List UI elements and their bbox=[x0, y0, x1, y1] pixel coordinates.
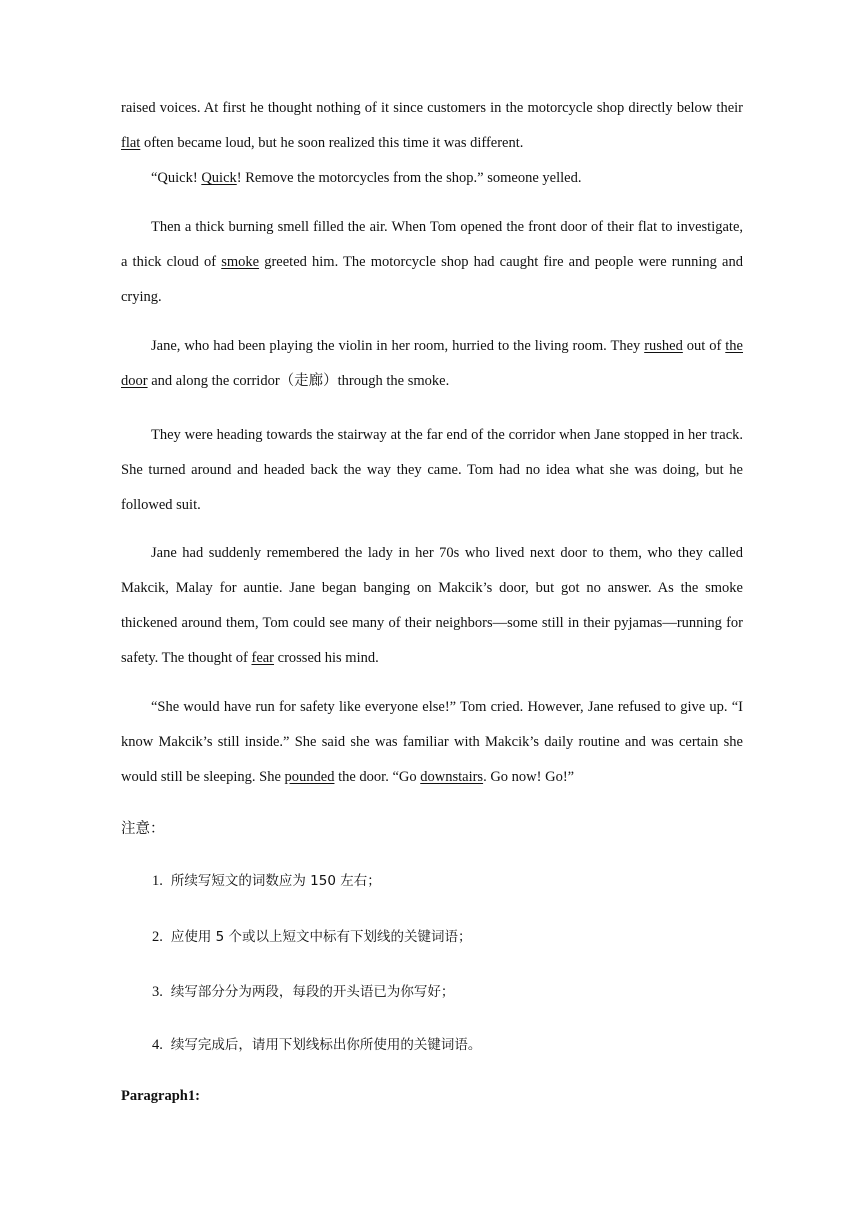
paragraph-3 bbox=[121, 210, 743, 315]
keyword-underlined: smoke bbox=[221, 254, 260, 270]
notes-title: 注意： bbox=[121, 821, 165, 837]
note-number: 2. bbox=[152, 929, 163, 945]
keyword-underlined: pounded bbox=[284, 769, 335, 785]
text-segment: “She would have run for safety like everyone else!” Tom cried. However, Jane refused to give up. “I know Makcik’s still inside.” She said she was familiar with Makcik’s daily routine and was certain she would still be sleeping. She bbox=[121, 699, 743, 785]
text-segment: . Go now! Go!” bbox=[483, 769, 575, 785]
paragraph-2 bbox=[121, 161, 743, 196]
paragraph-4 bbox=[121, 329, 743, 399]
paragraph-5 bbox=[121, 418, 743, 523]
text-segment: raised voices. At first he thought nothing of it since customers in the motorcycle shop directly below their bbox=[121, 100, 743, 116]
text-segment: They were heading towards the stairway at the far end of the corridor when Jane stopped in her track. She turned around and headed back the way they came. Tom had no idea what she was doing, but he followed suit. bbox=[121, 427, 743, 513]
note-number: 1. bbox=[152, 873, 163, 889]
note-text: 续写部分分为两段，每段的开头语已为你写好； bbox=[170, 984, 455, 1000]
keyword-underlined: downstairs bbox=[420, 769, 484, 785]
note-text: 应使用 5 个或以上短文中标有下划线的关键词语； bbox=[170, 929, 472, 945]
note-item-3 bbox=[152, 981, 454, 1003]
text-segment: Then a thick burning smell filled the air. When Tom opened the front door of their flat to investigate, a thick cloud of bbox=[121, 219, 743, 270]
note-item-1 bbox=[152, 870, 381, 892]
note-number: 3. bbox=[152, 984, 163, 1000]
keyword-underlined: flat bbox=[121, 135, 141, 151]
text-segment: often became loud, but he soon realized this time it was different. bbox=[140, 135, 524, 151]
text-segment: and along the corridor（走廊）through the smoke. bbox=[147, 373, 450, 389]
note-text: 所续写短文的词数应为 150 左右； bbox=[170, 873, 381, 889]
note-item-4 bbox=[152, 1034, 481, 1056]
text-segment: Jane had suddenly remembered the lady in her 70s who lived next door to them, who they called Makcik, Malay for auntie. Jane began banging on Makcik’s door, but got no answer. As the smoke thickened around them, Tom could see many of their neighbors—some still in their pyjamas—running for safety. The thought of bbox=[121, 545, 743, 666]
note-item-2 bbox=[152, 926, 472, 948]
text-segment: the door. “Go bbox=[334, 769, 421, 785]
note-text: 续写完成后，请用下划线标出你所使用的关键词语。 bbox=[170, 1037, 482, 1053]
text-segment: out of bbox=[682, 338, 726, 354]
keyword-underlined: fear bbox=[251, 650, 275, 666]
keyword-underlined: Quick bbox=[201, 170, 237, 186]
keyword-underlined: rushed bbox=[644, 338, 683, 354]
section-heading: Paragraph1: bbox=[121, 1088, 200, 1104]
paragraph-7 bbox=[121, 690, 743, 795]
text-segment: Jane, who had been playing the violin in her room, hurried to the living room. They bbox=[151, 338, 645, 354]
text-segment: ! Remove the motorcycles from the shop.” someone yelled. bbox=[236, 170, 582, 186]
note-number: 4. bbox=[152, 1037, 163, 1053]
text-segment: greeted him. The motorcycle shop had caught fire and people were running and crying. bbox=[121, 254, 743, 305]
text-segment: “Quick! bbox=[151, 170, 202, 186]
paragraph-6 bbox=[121, 536, 743, 676]
paragraph-1 bbox=[121, 91, 743, 161]
keyword-underlined: the door bbox=[121, 338, 743, 389]
text-segment: crossed his mind. bbox=[274, 650, 379, 666]
